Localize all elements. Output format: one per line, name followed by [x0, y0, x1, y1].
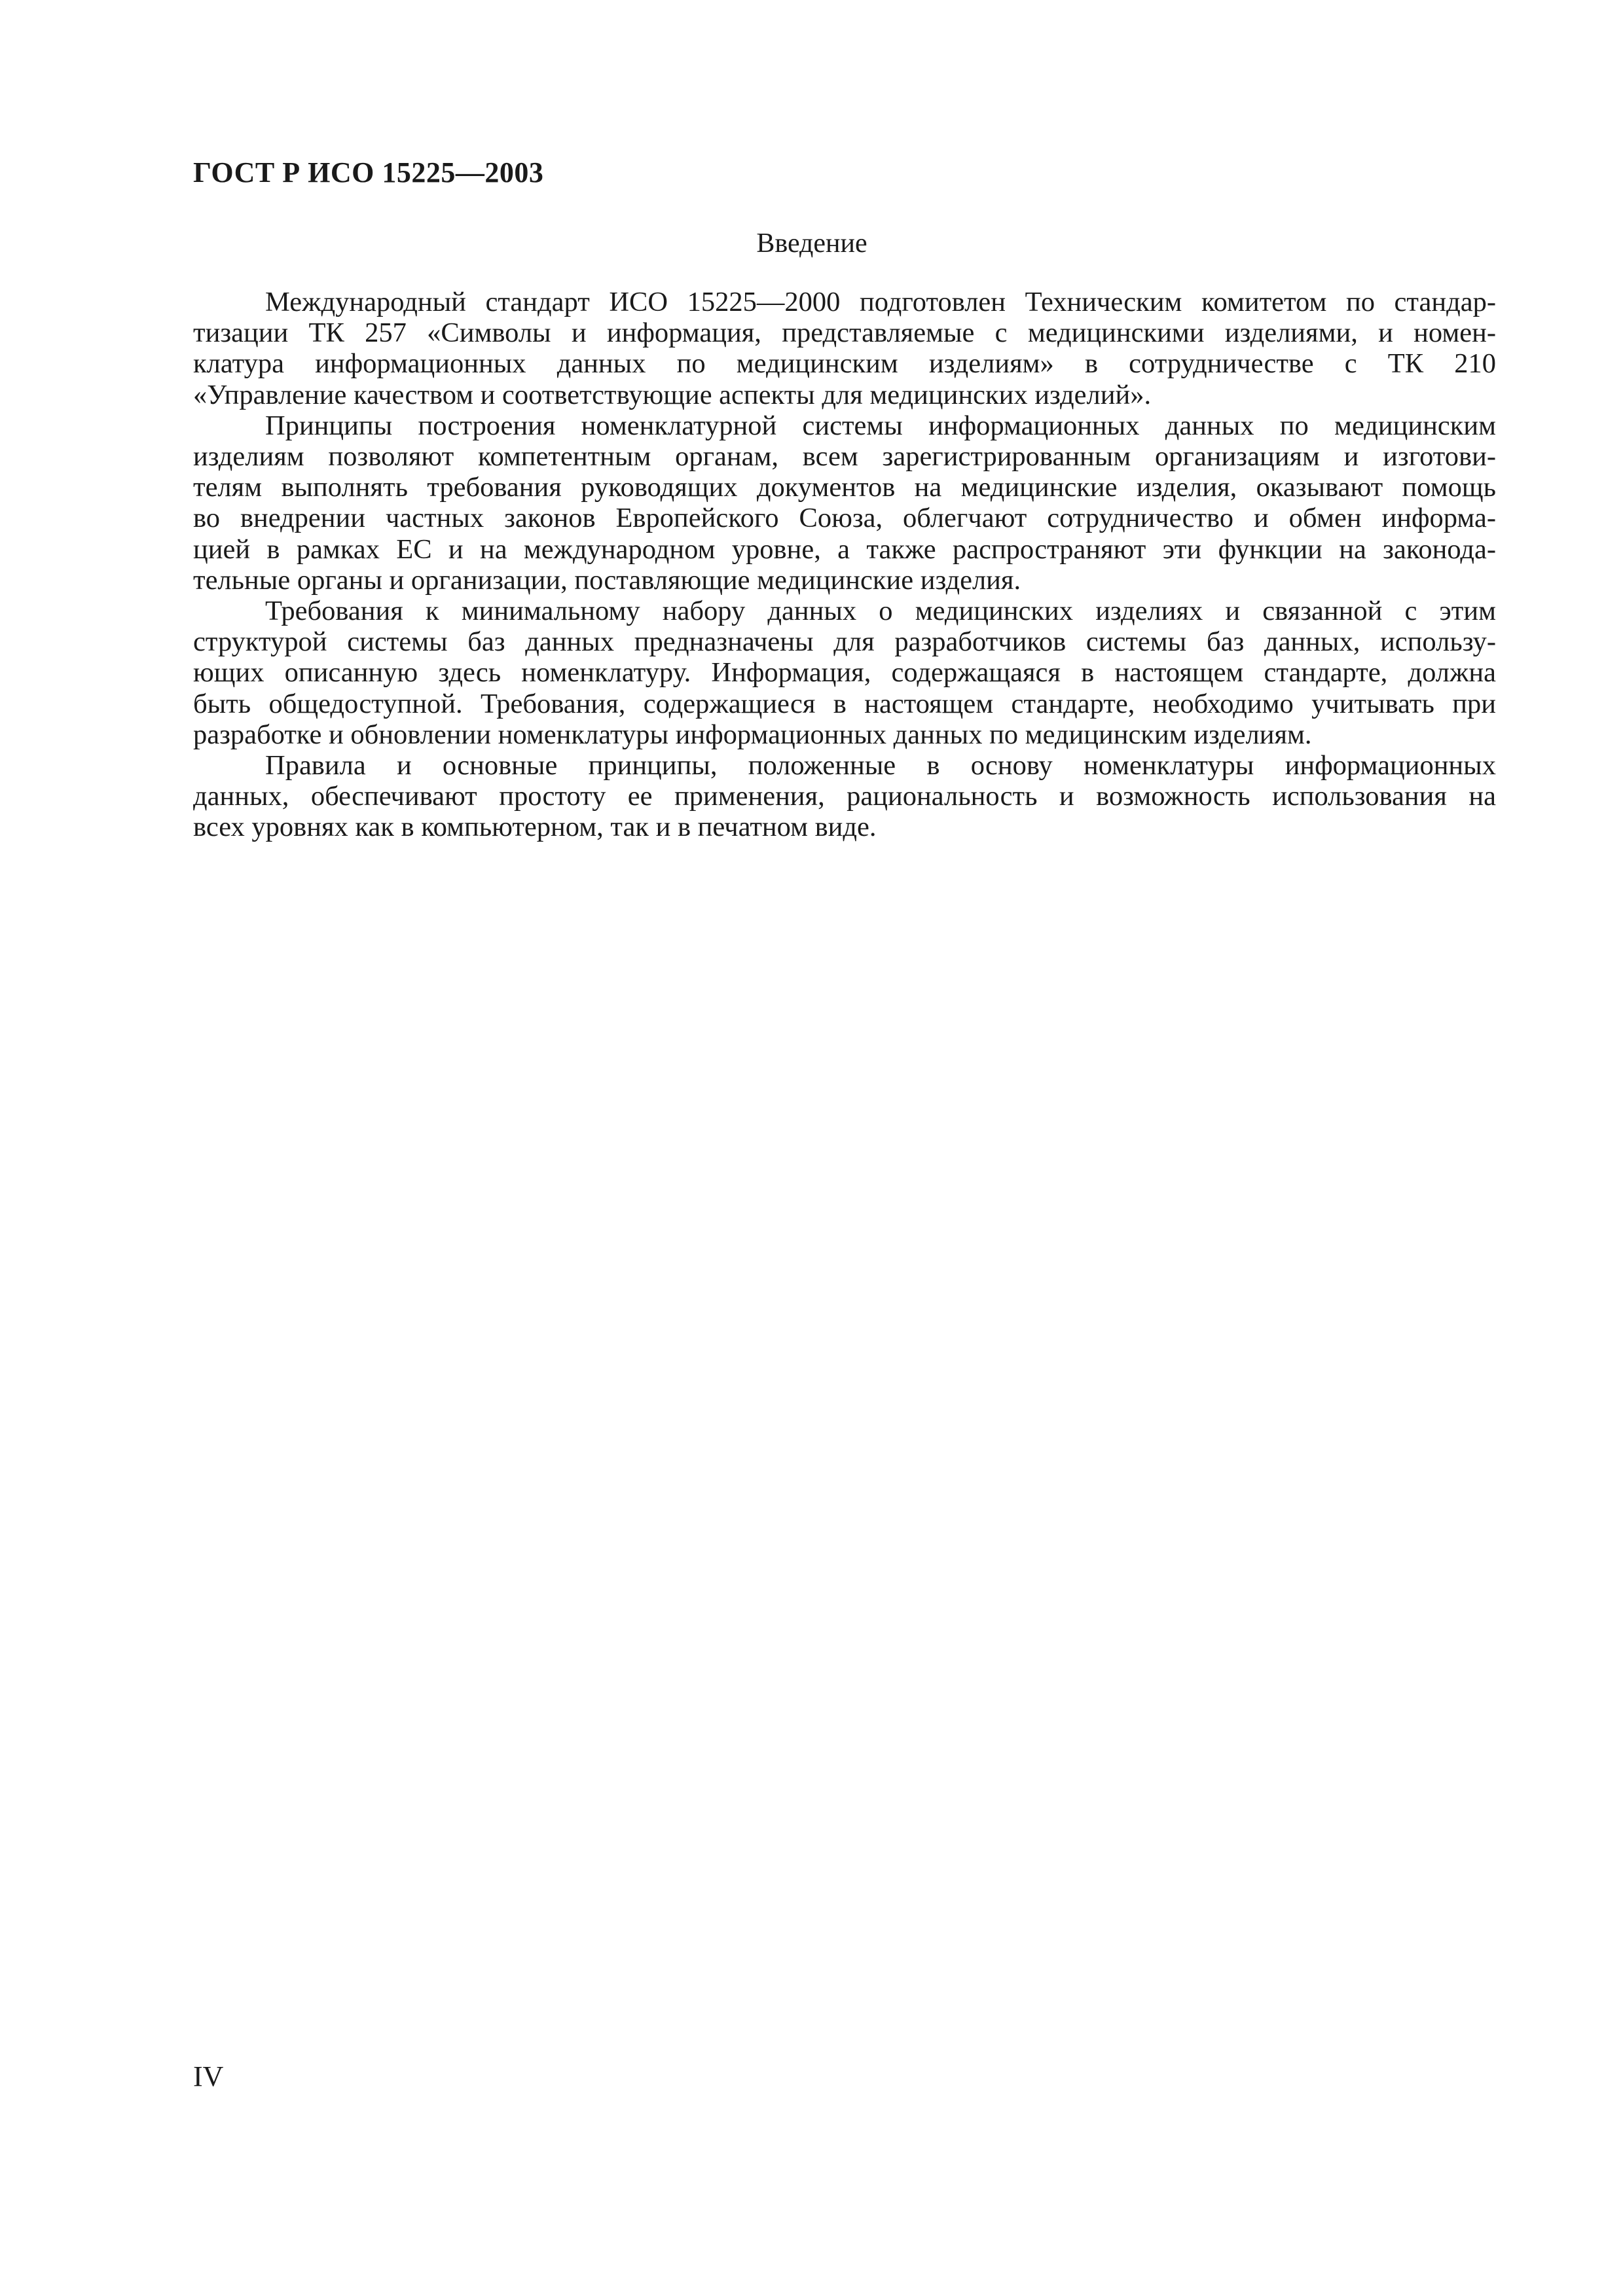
text-line: Требования к минимальному набору данных о медицинских изделиях и связанной с этим	[265, 596, 1496, 627]
text-line: Международный стандарт ИСО 15225—2000 подготовлен Техническим комитетом по стандар-	[265, 287, 1496, 317]
text-line: данных, обеспечивают простоту ее применения, рациональность и возможность использования на	[193, 781, 1496, 812]
text-line: клатура информационных данных по медицинским изделиям» в сотрудничестве с ТК 210	[193, 348, 1496, 380]
text-line: быть общедоступной. Требования, содержащиеся в настоящем стандарте, необходимо учитывать при	[193, 688, 1496, 719]
text-line: Правила и основные принципы, положенные в основу номенклатуры информационных	[265, 750, 1496, 781]
text-line: ющих описанную здесь номенклатуру. Информация, содержащаяся в настоящем стандарте, должна	[193, 657, 1496, 689]
text-line: изделиям позволяют компетентным органам, всем зарегистрированным организациям и изготови-	[193, 441, 1496, 473]
body-text	[193, 287, 1496, 843]
text-line: тизации ТК 257 «Символы и информация, представляемые с медицинскими изделиями, и номен-	[193, 317, 1496, 349]
text-line: разработке и обновлении номенклатуры информационных данных по медицинским изделиям.	[193, 719, 1312, 750]
document-code-header: ГОСТ Р ИСО 15225—2003	[193, 156, 544, 188]
paragraph	[193, 410, 1496, 596]
text-line: телям выполнять требования руководящих документов на медицинские изделия, оказывают помощь	[193, 472, 1496, 503]
text-line: цией в рамках ЕС и на международном уровне, а также распространяют эти функции на законода-	[193, 533, 1496, 565]
paragraph	[193, 287, 1496, 410]
paragraph	[193, 750, 1496, 843]
text-line: «Управление качеством и соответствующие аспекты для медицинских изделий».	[193, 379, 1152, 410]
text-line: всех уровнях как в компьютерном, так и в печатном виде.	[193, 812, 877, 843]
section-title: Введение	[756, 228, 867, 259]
text-line: во внедрении частных законов Европейского Союза, облегчают сотрудничество и обмен информа-	[193, 503, 1496, 534]
text-line: структурой системы баз данных предназначены для разработчиков системы баз данных, использу-	[193, 626, 1496, 658]
page-number: IV	[193, 2060, 224, 2092]
paragraph	[193, 596, 1496, 750]
text-line: Принципы построения номенклатурной системы информационных данных по медицинским	[265, 410, 1496, 441]
text-line: тельные органы и организации, поставляющие медицинские изделия.	[193, 564, 1021, 596]
